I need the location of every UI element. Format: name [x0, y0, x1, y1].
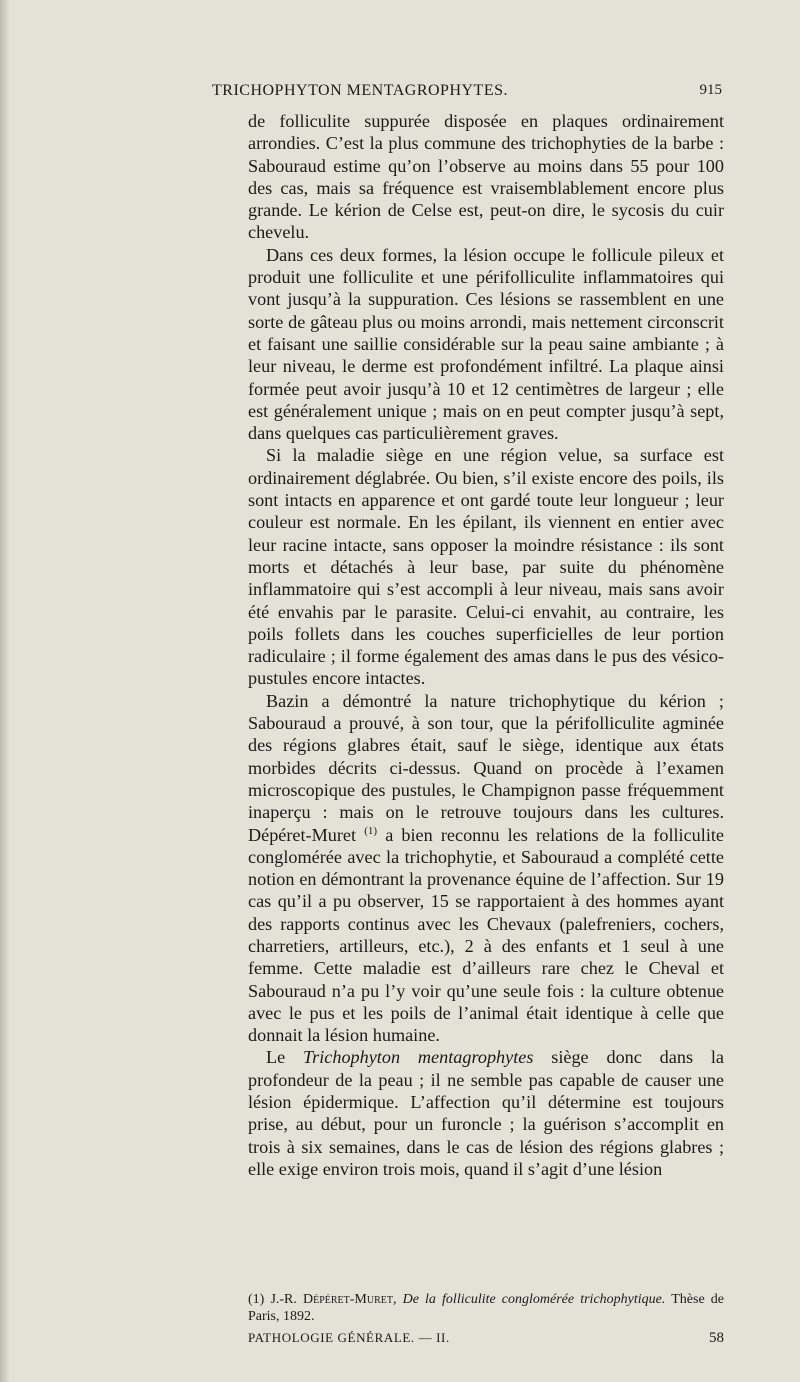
sheet-number: 58 — [709, 1330, 724, 1346]
text-segment: Bazin a démontré la nature trichophytique du kérion ; Sabouraud a prouvé, à son tour, que la périfolliculite agminée des régions glabres était, sauf le siège, identique aux états morbides décrits ci-dessus. Quand on procède à l’examen microscopique des pustules, le Champignon passe fréquemment inaperçu : mais on le retrouve toujours dans les cultures. Dépéret-Muret — [248, 690, 724, 845]
footnote-title: De la folliculite conglomérée trichophytique. — [402, 1292, 666, 1307]
paragraph — [248, 244, 724, 445]
text-segment: a bien reconnu les relations de la folliculite conglomérée avec la trichophytie, et Sabouraud a complété cette notion en démontrant la provenance équine de l’affection. Sur 19 cas qu’il a pu observer, 15 se rapportaient à des hommes ayant des rapports continus avec les Chevaux (palefreniers, cochers, charretiers, artilleurs, etc.), 2 à des enfants et 1 seul à une femme. Cette maladie est d’ailleurs rare chez le Cheval et Sabouraud n’a pu l’y voir qu’une seule fois : la culture obtenue avec le pus et les poils de l’animal était identique à celle que donnait la lésion humaine. — [248, 824, 725, 1046]
paragraph — [248, 1046, 724, 1180]
body-text — [248, 110, 724, 1180]
text-segment: siège donc dans la profondeur de la peau ; il ne semble pas capable de causer une lésion épidermique. L’affection qu’il détermine est toujours prise, au début, pour un furoncle ; la guérison s’accomplit en trois à six semaines, dans le cas de lésion des régions glabres ; elle exige environ trois mois, quand il s’agit d’une lésion — [248, 1047, 724, 1179]
footnote-rest: Thèse de Paris, 1892. — [248, 1292, 724, 1324]
text-segment: de folliculite suppurée disposée en plaques ordinairement arrondies. C’est la plus commune des trichophyties de la barbe : Sabouraud estime qu’on l’observe au moins dans 55 pour 100 des cas, mais sa fréquence est vraisemblablement encore plus grande. Le kérion de Celse est, peut-on dire, le sycosis du cuir chevelu. — [248, 111, 724, 243]
text-segment: Si la maladie siège en une région velue, sa surface est ordinairement déglabrée. Ou bien, s’il existe encore des poils, ils sont intacts en apparence et ont gardé toute leur longueur ; leur couleur est normale. En les épilant, ils viennent en entier avec leur racine intacte, sans opposer la moindre résistance : ils sont morts et détachés à leur base, par suite du phénomène inflammatoire qui s’est accompli à leur niveau, mais sans avoir été envahis par le parasite. Celui-ci envahit, au contraire, les poils follets dans les couches superficielles de leur portion radiculaire ; il forme également des amas dans le pus des vésico-pustules encore intactes. — [248, 445, 724, 689]
paragraph — [248, 110, 724, 244]
signature-mark: PATHOLOGIE GÉNÉRALE. — II. — [248, 1330, 450, 1345]
text-segment: Dans ces deux formes, la lésion occupe le follicule pileux et produit une folliculite et une périfolliculite inflammatoires qui vont jusqu’à la suppuration. Ces lésions se rassemblent en une sorte de gâteau plus ou moins arrondi, mais nettement circonscrit et faisant une saillie considérable sur la peau saine ambiante ; à leur niveau, le derme est profondément infiltré. La plaque ainsi formée peut avoir jusqu’à 10 et 12 centimètres de largeur ; elle est généralement unique ; mais on en peut compter jusqu’à sept, dans quelques cas particulièrement graves. — [248, 244, 724, 444]
text-segment: Le — [266, 1047, 304, 1068]
footnote — [248, 1291, 724, 1325]
footnote-reference: (1) — [364, 824, 378, 837]
page-number: 915 — [699, 82, 722, 98]
paragraph — [248, 690, 724, 1047]
page-header — [212, 82, 722, 104]
footnote-marker: (1) — [248, 1292, 265, 1307]
italic-text: Trichophyton mentagrophytes — [303, 1047, 534, 1068]
paragraph — [248, 444, 724, 689]
page-gutter-shadow — [0, 0, 10, 1382]
footnote-author: J.-R. Dépéret-Muret, — [270, 1292, 397, 1307]
page-footer — [248, 1330, 724, 1346]
running-title: TRICHOPHYTON MENTAGROPHYTES. — [212, 82, 508, 99]
